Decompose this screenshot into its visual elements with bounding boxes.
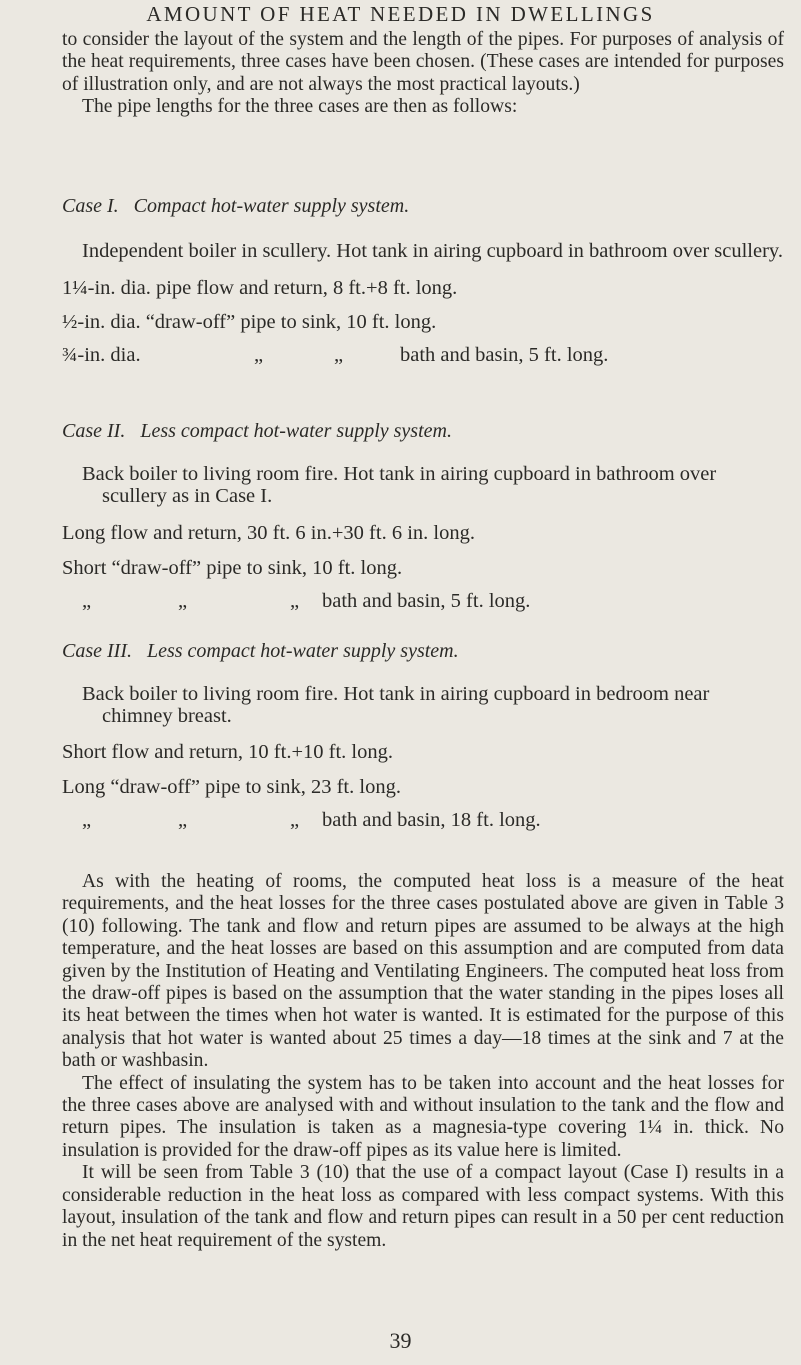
case-1-heading [62,195,784,218]
case-1-label: Case I. [62,195,119,217]
case-2-heading [62,420,784,443]
page-number: 39 [389,1328,412,1353]
case-1-line-1: 1¼-in. dia. pipe flow and return, 8 ft.+8 ft. long. [62,277,458,299]
intro-paragraph: to consider the layout of the system and the length of the pipes. For purposes of analysis of the heat requirements, three cases have been chosen. (These cases are intended for purposes of illustration only, and are not always the most practical layouts.) [62,29,784,95]
case-2-label: Case II. [62,420,126,442]
case-2-line-2: Short “draw-off” pipe to sink, 10 ft. long. [62,557,403,579]
ditto-mark: „ [254,344,264,366]
ditto-mark: „ [290,590,300,612]
case-3-ditto-text: bath and basin, 18 ft. long. [322,809,541,831]
case-2 [62,420,784,614]
case-3-heading [62,640,784,663]
ditto-mark: „ [178,809,188,831]
body-paragraph: It will be seen from Table 3 (10) that the use of a compact layout (Case I) results in a considerable reduction in the heat loss as compared with less compact systems. With this layout, insulation of the tank and flow and return pipes can result in a 50 per cent reduction in the net heat requirement of the system. [62,1162,784,1251]
case-2-ditto-text: bath and basin, 5 ft. long. [322,590,531,612]
ditto-mark: „ [290,809,300,831]
running-head: AMOUNT OF HEAT NEEDED IN DWELLINGS [146,2,655,26]
case-3-title: Less compact hot-water supply system. [146,640,459,662]
ditto-mark: „ [82,590,92,612]
case-3-ditto-line [62,809,784,833]
case-2-title: Less compact hot-water supply system. [140,420,452,442]
ditto-mark: „ [334,344,344,366]
body-paragraph: The effect of insulating the system has to be taken into account and the heat losses for the three cases above are analysed with and without insulation to the tank and the flow and return pipes. The insulation is taken as a magnesia-type covering 1¼ in. thick. No insulation is provided for the draw-off pipes as its value here is limited. [62,1072,784,1161]
case-1-description: Independent boiler in scullery. Hot tank in airing cupboard in bathroom over scullery. [82,240,783,262]
case-3 [62,640,784,833]
ditto-mark: „ [82,809,92,831]
case-2-line-1: Long flow and return, 30 ft. 6 in.+30 ft. 6 in. long. [62,522,475,544]
pipe-lengths-intro: The pipe lengths for the three cases are then as follows: [82,96,518,118]
body-section [62,871,784,1252]
case-1 [62,195,784,368]
case-2-ditto-line [62,590,784,614]
case-3-line-1: Short flow and return, 10 ft.+10 ft. long. [62,741,393,763]
case-1-title: Compact hot-water supply system. [133,195,410,217]
body-paragraph: As with the heating of rooms, the computed heat loss is a measure of the heat requirements, and the heat losses for the three cases postulated above are given in Table 3 (10) following. The tank and flow and return pipes are assumed to be always at the high temperature, and the heat losses are based on this assumption and are computed from data given by the Institution of Heating and Ventilating Engineers. The computed heat loss from the draw-off pipes is based on the assumption that the water standing in the pipes loses all its heat between the times when hot water is wanted. It is estimated for the purpose of this analysis that hot water is wanted about 25 times a day—18 times at the sink and 7 at the bath or washbasin. [62,871,784,1072]
case-2-description: Back boiler to living room fire. Hot tank in airing cupboard in bathroom over scullery as in Case I. [82,463,717,507]
case-1-ditto-line [62,344,784,368]
ditto-mark: „ [178,590,188,612]
case-3-description: Back boiler to living room fire. Hot tank in airing cupboard in bedroom near chimney breast. [82,683,710,727]
case-3-label: Case III. [62,640,132,662]
case-1-ditto-lead: ¾-in. dia. [62,344,141,366]
case-1-ditto-text: bath and basin, 5 ft. long. [400,344,609,366]
intro-section [62,29,784,119]
case-3-line-2: Long “draw-off” pipe to sink, 23 ft. long. [62,776,401,798]
case-1-line-2: ½-in. dia. “draw-off” pipe to sink, 10 ft. long. [62,311,437,333]
